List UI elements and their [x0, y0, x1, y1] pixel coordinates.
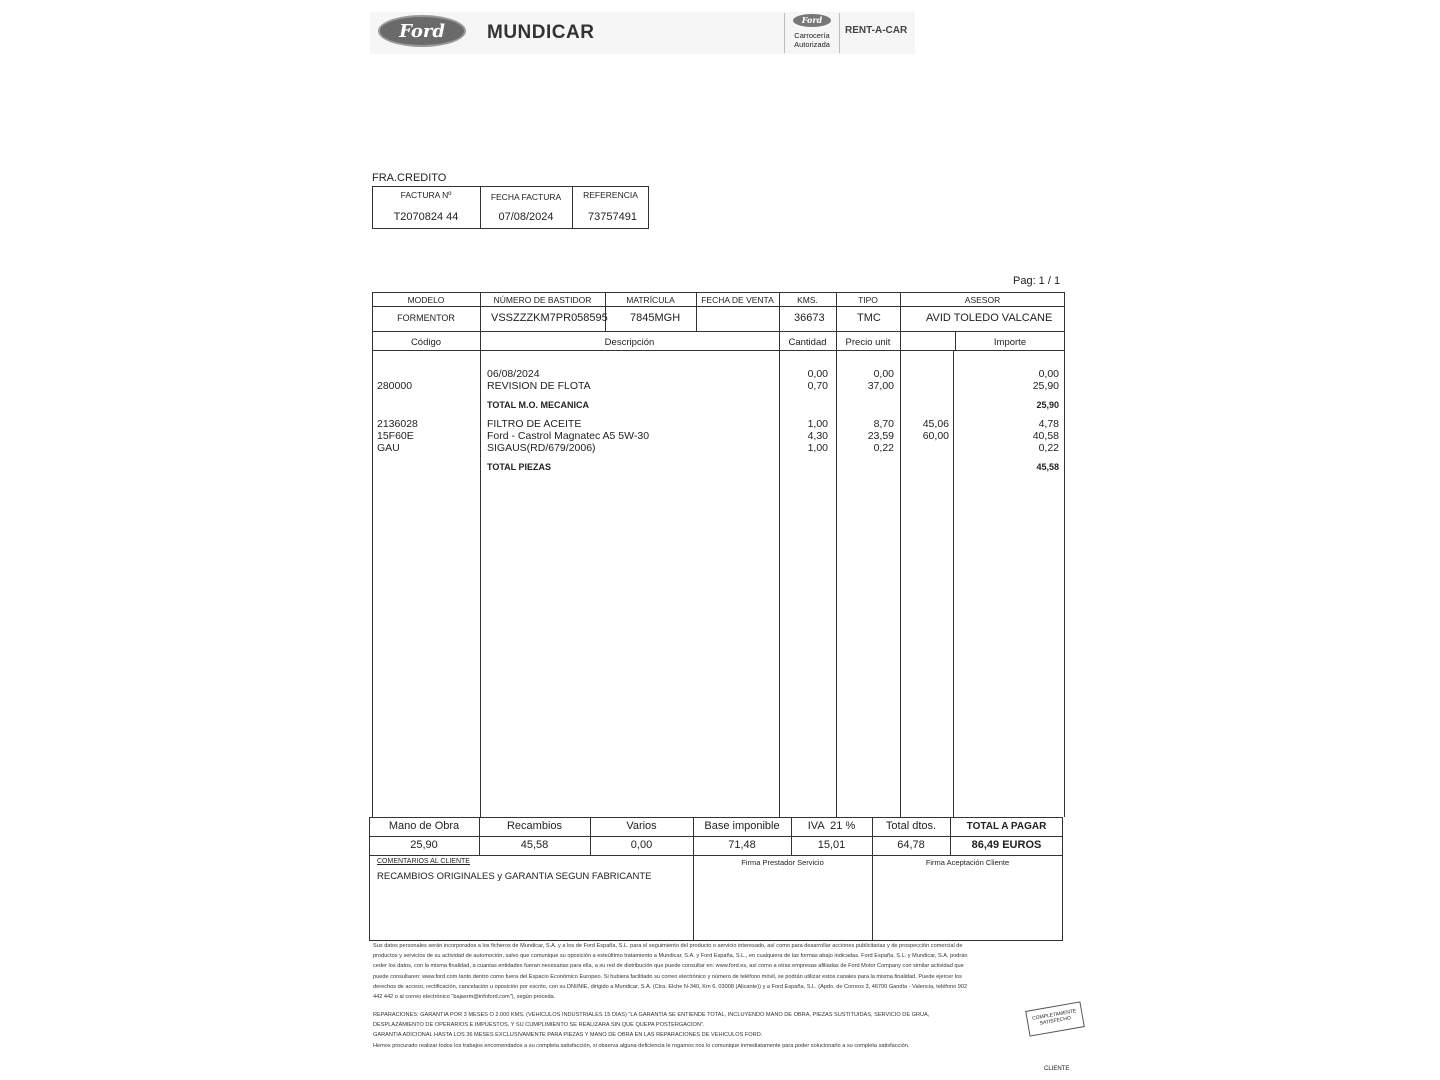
lines-header-codigo: Código	[410, 337, 442, 348]
lines-header-importe: Importe	[993, 337, 1027, 348]
vehicle-header-bastidor: NÚMERO DE BASTIDOR	[493, 295, 592, 305]
line-code: GAU	[377, 442, 400, 454]
ref-label: REFERENCIA	[583, 190, 638, 200]
line-amount: 0,00	[1038, 368, 1059, 380]
comments-text: RECAMBIOS ORIGINALES y GARANTIA SEGUN FABRICANTE	[377, 871, 652, 882]
small-ford-logo	[793, 14, 831, 27]
vehicle-header-kms: KMS.	[797, 295, 818, 305]
line-code: 15F60E	[377, 430, 414, 442]
totals-header-iva: IVA 21 %	[807, 820, 856, 832]
totals-header-mano-obra: Mano de Obra	[388, 820, 460, 832]
privacy-line: ceder los datos, con la misma finalidad, a cuantas entidades fueran necesarias para ella, a su red de distribución que puede consultar en: www.ford.es, así como a otras empresas afiliadas de Ford Motor Company con similar actividad que	[373, 963, 964, 970]
ford-logo-text: Ford	[399, 20, 445, 42]
totals-header-total: TOTAL A PAGAR	[966, 821, 1047, 832]
line-qty: 1,00	[807, 442, 828, 454]
privacy-line: 442 442 o al correo electrónico "bajasrm@infoford.com"), según proceda.	[373, 994, 556, 1001]
line-desc: TOTAL PIEZAS	[487, 462, 552, 472]
company-name: MUNDICAR	[487, 22, 595, 43]
line-qty: 4,30	[807, 430, 828, 442]
totals-header-dtos: Total dtos.	[885, 820, 937, 832]
vehicle-header-matricula: MATRÍCULA	[626, 295, 675, 305]
totals-dtos: 64,78	[897, 839, 925, 851]
vehicle-modelo: FORMENTOR	[397, 313, 455, 323]
vehicle-header-modelo: MODELO	[407, 295, 445, 305]
line-price: 23,59	[867, 430, 894, 442]
firma-cliente: Firma Aceptación Cliente	[925, 858, 1010, 867]
line-amount: 0,22	[1038, 442, 1059, 454]
lines-header-cantidad: Cantidad	[788, 337, 827, 348]
line-qty: 1,00	[807, 418, 828, 430]
privacy-line: Sus datos personales serán incorporados a los ficheros de Mundicar, S.A. y a los de Ford España, S.L. para el seguimiento del producto o servicio interesado, así como para desarrollar acciones publicitarias y de prospección comercial de	[373, 943, 963, 949]
vehicle-header-fecha-venta: FECHA DE VENTA	[701, 295, 774, 305]
invoice-type: FRA.CREDITO	[372, 172, 447, 184]
warranty-line: REPARACIONES: GARANTIA POR 3 MESES O 2.000 KMS. (VEHICULOS INDUSTRIALES 15 DIAS) "LA GARANTIA SE ENTIENDE TOTAL, INCLUYENDO MANO DE OBRA, PIEZAS SUSTITUIDAS, SERVICIO DE GRUA,	[373, 1012, 930, 1018]
privacy-notice	[373, 941, 1063, 1002]
privacy-line: productos y servicios de su actividad de automoción, salvo que comunique su oposición a esteúltimo tratamiento a Mundicar, S.A. y Ford España, S.L., en cualquiera de las formas abajo indicadas. Ford España, S.L. y Mundicar, S.A. podrán	[373, 953, 968, 960]
vehicle-bastidor: VSSZZZKM7PR058595	[491, 312, 608, 324]
ford-oval-logo	[378, 15, 466, 47]
line-desc: TOTAL M.O. MECANICA	[487, 400, 589, 410]
line-amount: 45,58	[1036, 462, 1059, 472]
line-desc: REVISION DE FLOTA	[487, 380, 591, 392]
small-ford-logo-text: Ford	[801, 15, 823, 25]
line-desc: FILTRO DE ACEITE	[487, 418, 582, 430]
line-disc: 60,00	[922, 430, 949, 442]
satisfaction-stamp: COMPLETAMENTE SATISFECHO	[1025, 1001, 1085, 1036]
totals-recambios: 45,58	[520, 839, 549, 851]
fecha-value: 07/08/2024	[498, 211, 554, 223]
total-a-pagar: 86,49 EUROS	[971, 839, 1042, 851]
vehicle-tipo: TMC	[857, 312, 881, 324]
totals-varios: 0,00	[630, 839, 653, 851]
line-amount: 4,78	[1038, 418, 1059, 430]
line-code: 2136028	[377, 418, 418, 430]
line-desc: Ford - Castrol Magnatec A5 5W-30	[487, 430, 650, 442]
factura-label: FACTURA Nº	[400, 190, 452, 200]
line-desc: 06/08/2024	[487, 368, 540, 380]
lines-header-precio: Precio unit	[845, 337, 891, 348]
warranty-line: DESPLAZAMIENTO DE OPERARIOS E IMPUESTOS, Y SU CUMPLIMIENTO SE REALIZARA SIN QUE QUEPA POSTERGACION".	[373, 1022, 705, 1029]
vehicle-header-tipo: TIPO	[858, 295, 878, 305]
line-price: 0,22	[873, 442, 894, 454]
line-code: 280000	[377, 380, 413, 392]
line-amount: 25,90	[1032, 380, 1059, 392]
line-qty: 0,00	[807, 368, 828, 380]
line-qty: 0,70	[807, 380, 828, 392]
page-number: Pag: 1 / 1	[1013, 275, 1061, 287]
totals-header-varios: Varios	[626, 820, 657, 832]
rent-a-car: RENT-A-CAR	[845, 25, 908, 36]
privacy-line: derechos de acceso, rectificación, cancelación u oposición por escrito, con su DNI/NIE, dirigido a Mundicar, S.A. (Ctra. Elche N-340, Km 6, 03008 (Alicante)) y a Ford España, S.L. (Apdo. de Correos 3, 46700 Gandía - Valencia, teléfono 902	[373, 983, 968, 990]
warranty-notice	[373, 1010, 1033, 1051]
totals-header-recambios: Recambios	[506, 820, 563, 832]
line-price: 37,00	[867, 380, 894, 392]
comments-label: COMENTARIOS AL CLIENTE	[377, 858, 470, 865]
carroceria-text: Carrocería Autorizada	[794, 31, 830, 49]
totals-mano-obra: 25,90	[410, 839, 438, 851]
vehicle-matricula: 7845MGH	[630, 312, 681, 324]
line-disc: 45,06	[922, 418, 949, 430]
ref-value: 73757491	[588, 211, 637, 223]
totals-iva: 15,01	[817, 839, 846, 851]
line-amount: 40,58	[1032, 430, 1059, 442]
line-amount: 25,90	[1036, 400, 1059, 410]
lines-header-descripcion: Descripción	[604, 337, 655, 348]
totals-header-base: Base imponible	[704, 820, 780, 832]
fecha-label: FECHA FACTURA	[490, 192, 562, 202]
line-price: 8,70	[873, 418, 894, 430]
line-desc: SIGAUS(RD/679/2006)	[487, 442, 596, 454]
copy-label: CLIENTE	[1044, 1066, 1070, 1072]
vehicle-asesor: AVID TOLEDO VALCANE	[926, 312, 1053, 324]
warranty-line: GARANTIA ADICIONAL HASTA LOS 36 MESES EXCLUSIVAMENTE PARA PIEZAS Y MANO DE OBRA EN LAS REPARACIONES DE VEHICULOS FORD.	[373, 1032, 763, 1039]
line-price: 0,00	[873, 368, 894, 380]
factura-value: T2070824 44	[393, 211, 459, 223]
vehicle-kms: 36673	[794, 312, 825, 324]
carroceria-badge	[784, 13, 840, 53]
totals-base: 71,48	[728, 839, 756, 851]
warranty-line: Hemos procurado realizar todos los trabajos encomendados a su completa satisfacción, si observa alguna deficiencia le rogamos nos lo comunique inmediatamente para poder solucionarlo a su completa satisfacción.	[373, 1042, 910, 1049]
vehicle-header-asesor: ASESOR	[964, 295, 1001, 305]
firma-prestador: Firma Prestador Servicio	[741, 858, 824, 867]
privacy-line: puede consultaren: www.ford.com tanto dentro como fuera del Espacio Económico Europeo. Si hubiera facilitado su correo electrónico y número de teléfono móvil, se podrán utilizar estos canales para la misma finalidad. Puede ejercer los	[373, 973, 962, 980]
